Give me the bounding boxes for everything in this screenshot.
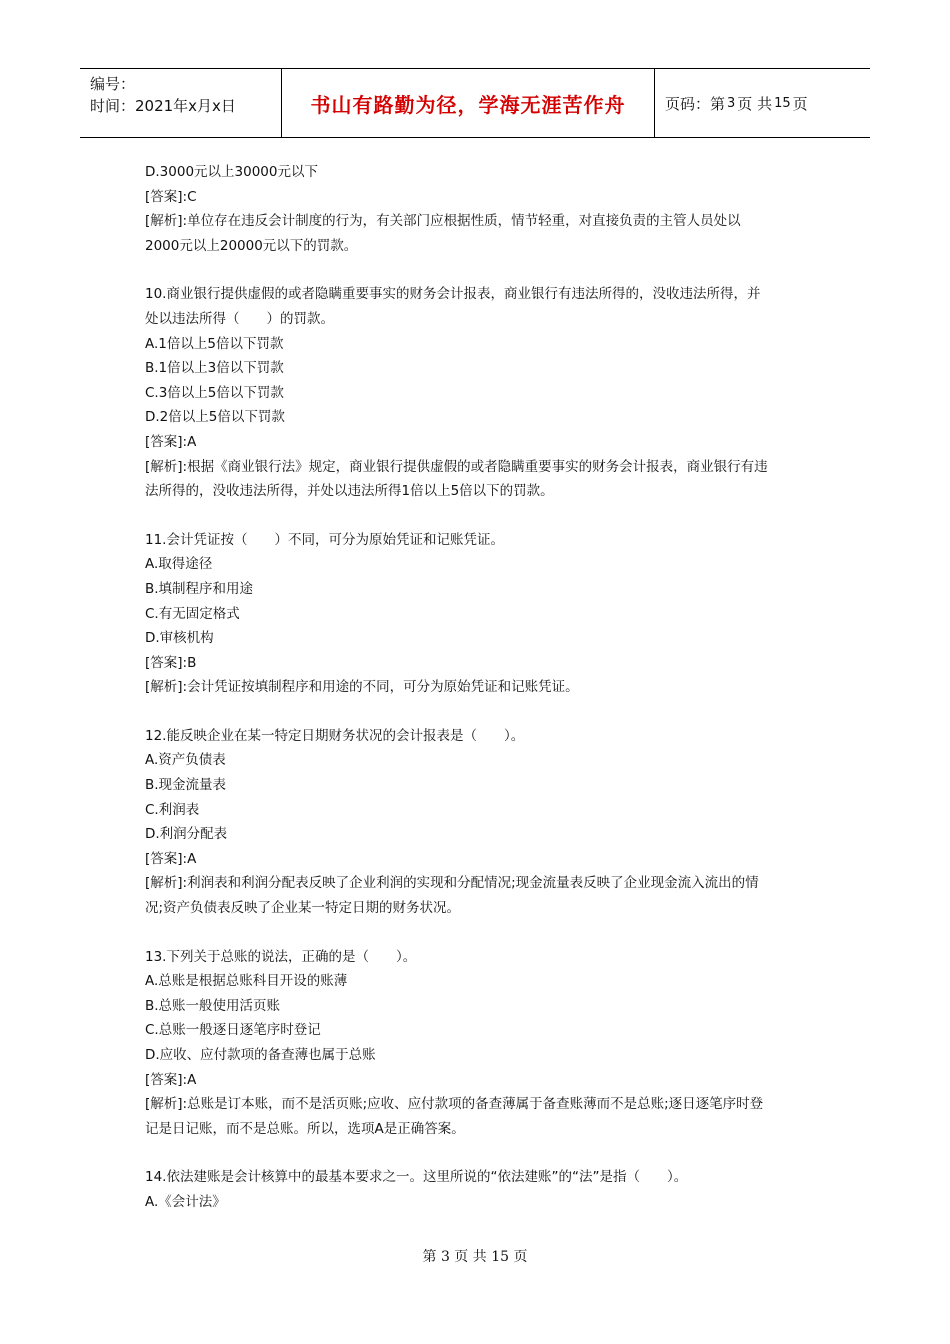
text-line: C.利润表 [145,801,200,818]
text-line: A.资产负债表 [145,752,226,769]
page-total: 15 [774,95,791,111]
text-line: D.2倍以上5倍以下罚款 [145,409,285,426]
text-line: 况;资产负债表反映了企业某一特定日期的财务状况。 [145,900,461,917]
text-line: [答案]:A [145,1071,197,1088]
text-line: [解析]:会计凭证按填制程序和用途的不同，可分为原始凭证和记账凭证。 [145,679,579,696]
text-line: D.审核机构 [145,630,214,647]
paragraph-gap [145,1141,815,1165]
text-line: D.应收、应付款项的备查薄也属于总账 [145,1047,376,1063]
paragraph-gap [145,921,815,945]
text-line: 处以违法所得（ ）的罚款。 [145,310,334,327]
text-line: A.总账是根据总账科目开设的账薄 [145,973,348,990]
text-line: C.有无固定格式 [145,605,240,622]
header-motto-cell [282,69,655,137]
header-page-info [655,69,870,137]
text-line: 10.商业银行提供虚假的或者隐瞒重要事实的财务会计报表，商业银行有违法所得的，没收违法所得，并 [145,286,761,303]
text-line: [解析]:利润表和利润分配表反映了企业利润的实现和分配情况;现金流量表反映了企业现金流入流出的情 [145,875,759,892]
paragraph-gap [145,504,815,528]
document-body [145,160,815,1215]
motto: 书山有路勤为径，学海无涯苦作舟 [310,92,626,117]
text-line: [答案]:A [145,850,197,867]
text-line: B.1倍以上3倍以下罚款 [145,360,284,377]
text-line: C.3倍以上5倍以下罚款 [145,384,284,401]
text-line: 14.依法建账是会计核算中的最基本要求之一。这里所说的“依法建账”的“法”是指（ ）。 [145,1169,688,1186]
text-line: [答案]:C [145,188,197,205]
header-meta [80,69,282,137]
text-line: 法所得的，没收违法所得，并处以违法所得1倍以上5倍以下的罚款。 [145,483,554,500]
paragraph-gap [145,700,815,724]
page-mid: 页 共 [737,94,773,113]
text-line: 12.能反映企业在某一特定日期财务状况的会计报表是（ ）。 [145,727,525,744]
text-line: D.3000元以上30000元以下 [145,164,318,180]
text-line: A.《会计法》 [145,1193,226,1210]
number-label: 编号： [90,75,136,93]
text-line: 13.下列关于总账的说法，正确的是（ ）。 [145,948,417,965]
text-line: 11.会计凭证按（ ）不同，可分为原始凭证和记账凭证。 [145,531,504,548]
time-label: 时间：2021年x月x日 [90,97,236,115]
page-current: 3 [727,95,736,111]
text-line: D.利润分配表 [145,826,228,843]
text-line: 记是日记账，而不是总账。所以，选项A是正确答案。 [145,1120,465,1137]
text-line: [答案]:A [145,433,197,450]
text-line: B.总账一般使用活页账 [145,997,281,1014]
paragraph-gap [145,258,815,282]
text-line: [解析]:总账是订本账，而不是活页账;应收、应付款项的备查薄属于备查账薄而不是总账;逐日逐笔序时登 [145,1096,764,1113]
page-prefix: 页码：第 [665,94,726,113]
page-footer: 第 3 页 共 15 页 [422,1249,528,1265]
page-header [80,68,870,138]
text-line: A.1倍以上5倍以下罚款 [145,335,284,352]
text-line: [解析]:根据《商业银行法》规定，商业银行提供虚假的或者隐瞒重要事实的财务会计报表，商业银行有违 [145,458,768,475]
text-line: [答案]:B [145,654,197,671]
text-line: B.现金流量表 [145,777,227,794]
page-suffix: 页 [792,94,808,113]
text-line: [解析]:单位存在违反会计制度的行为，有关部门应根据性质，情节轻重，对直接负责的主管人员处以 [145,213,741,230]
text-line: 2000元以上20000元以下的罚款。 [145,237,358,254]
text-line: C.总账一般逐日逐笔序时登记 [145,1022,321,1039]
text-line: A.取得途径 [145,556,213,573]
text-line: B.填制程序和用途 [145,580,254,597]
